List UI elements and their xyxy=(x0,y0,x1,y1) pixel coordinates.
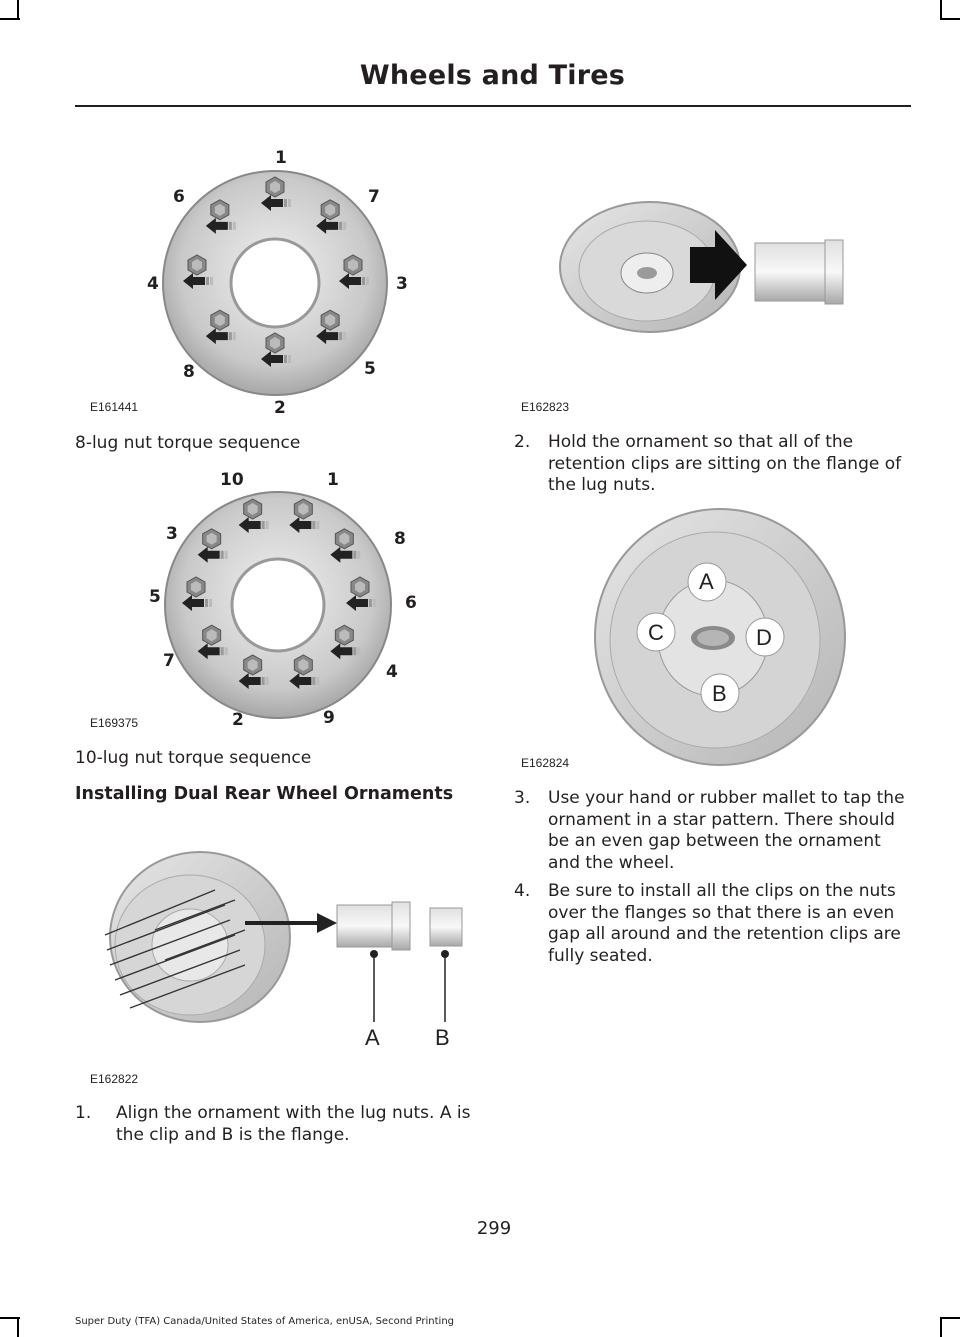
header-rule xyxy=(75,105,911,107)
lug-number: 3 xyxy=(396,274,408,294)
figure-code: E169375 xyxy=(90,716,139,730)
crop-mark xyxy=(17,1317,19,1337)
ornament-align-diagram xyxy=(95,850,470,1050)
figure-ornament-align xyxy=(95,850,470,1050)
crop-mark xyxy=(0,1317,20,1319)
label-b: B xyxy=(435,1025,450,1050)
lug-number: 3 xyxy=(166,524,178,544)
star-pattern-diagram xyxy=(570,505,850,770)
label-c: C xyxy=(648,620,664,645)
ornament-remove-diagram xyxy=(555,195,875,335)
lug-number: 2 xyxy=(232,710,244,730)
figure-10-lug xyxy=(135,465,425,730)
step-number: 1. xyxy=(75,1103,92,1123)
crop-mark xyxy=(940,0,942,20)
step-3 xyxy=(514,788,912,874)
crop-mark xyxy=(940,1317,942,1337)
footer-text: Super Duty (TFA) Canada/United States of America, enUSA, Second Printing xyxy=(75,1316,455,1327)
figure-code: E162823 xyxy=(521,400,570,414)
step-number: 2. xyxy=(514,432,531,452)
label-a: A xyxy=(365,1025,380,1050)
figure-code: E161441 xyxy=(90,400,139,414)
lug-nut-icon xyxy=(244,655,262,675)
label-d: D xyxy=(756,625,772,650)
lug-number: 6 xyxy=(405,593,417,613)
lug-number: 5 xyxy=(149,587,161,607)
step-1 xyxy=(75,1103,475,1146)
lug-number: 2 xyxy=(274,398,286,418)
page-number: 299 xyxy=(476,1218,512,1239)
lug-number: 1 xyxy=(327,470,339,490)
lug-nut-icon xyxy=(203,625,221,645)
lug-nut-icon xyxy=(344,255,362,275)
step-number: 4. xyxy=(514,881,531,901)
caption-8-lug: 8-lug nut torque sequence xyxy=(75,433,301,453)
lug-nut-icon xyxy=(321,310,339,330)
lug-nut-icon xyxy=(211,310,229,330)
lug-nut-icon xyxy=(335,529,353,549)
step-text: Be sure to install all the clips on the nuts over the flanges so that there is an even gap all around and the retention clips are fully seated. xyxy=(548,881,901,966)
figure-code: E162824 xyxy=(521,756,570,770)
crop-mark xyxy=(17,0,19,20)
label-b: B xyxy=(712,681,727,706)
figure-star-pattern xyxy=(570,505,850,770)
step-text: Align the ornament with the lug nuts. A is the clip and B is the flange. xyxy=(116,1103,471,1145)
lug-number: 7 xyxy=(163,651,175,671)
figure-ornament-remove xyxy=(555,195,875,335)
page-title: Wheels and Tires xyxy=(359,60,625,91)
lug-number: 9 xyxy=(323,708,335,728)
crop-mark xyxy=(940,18,960,20)
section-heading: Installing Dual Rear Wheel Ornaments xyxy=(75,784,454,804)
lug-number: 4 xyxy=(147,274,159,294)
crop-mark xyxy=(0,18,20,20)
lug-nut-icon xyxy=(266,333,284,353)
lug-number: 4 xyxy=(386,662,398,682)
lug-nut-icon xyxy=(351,577,369,597)
lug-number: 8 xyxy=(183,362,195,382)
figure-8-lug xyxy=(135,140,425,420)
lug-number: 5 xyxy=(364,359,376,379)
caption-10-lug: 10-lug nut torque sequence xyxy=(75,748,312,768)
lug-nut-icon xyxy=(244,499,262,519)
crop-mark xyxy=(940,1317,960,1319)
lug-number: 7 xyxy=(368,187,380,207)
step-number: 3. xyxy=(514,788,531,808)
step-text: Use your hand or rubber mallet to tap the ornament in a star pattern. There should be an even gap between the ornament and the wheel. xyxy=(548,788,905,873)
step-text: Hold the ornament so that all of the retention clips are sitting on the flange of the lug nuts. xyxy=(548,432,902,495)
lug-nut-icon xyxy=(211,200,229,220)
lug-number: 1 xyxy=(275,148,287,168)
lug-nut-icon xyxy=(187,577,205,597)
figure-code: E162822 xyxy=(90,1072,139,1086)
lug-nut-icon xyxy=(294,655,312,675)
lug-nut-icon xyxy=(335,625,353,645)
lug-nut-icon xyxy=(203,529,221,549)
lug-nut-icon xyxy=(266,177,284,197)
label-a: A xyxy=(699,569,714,594)
lug-number: 6 xyxy=(173,187,185,207)
step-2 xyxy=(514,432,912,497)
lug-number: 10 xyxy=(220,470,244,490)
ten-lug-diagram xyxy=(135,465,425,730)
step-4 xyxy=(514,881,912,967)
lug-nut-icon xyxy=(294,499,312,519)
lug-number: 8 xyxy=(394,529,406,549)
eight-lug-diagram xyxy=(135,140,425,420)
lug-nut-icon xyxy=(188,255,206,275)
lug-nut-icon xyxy=(321,200,339,220)
